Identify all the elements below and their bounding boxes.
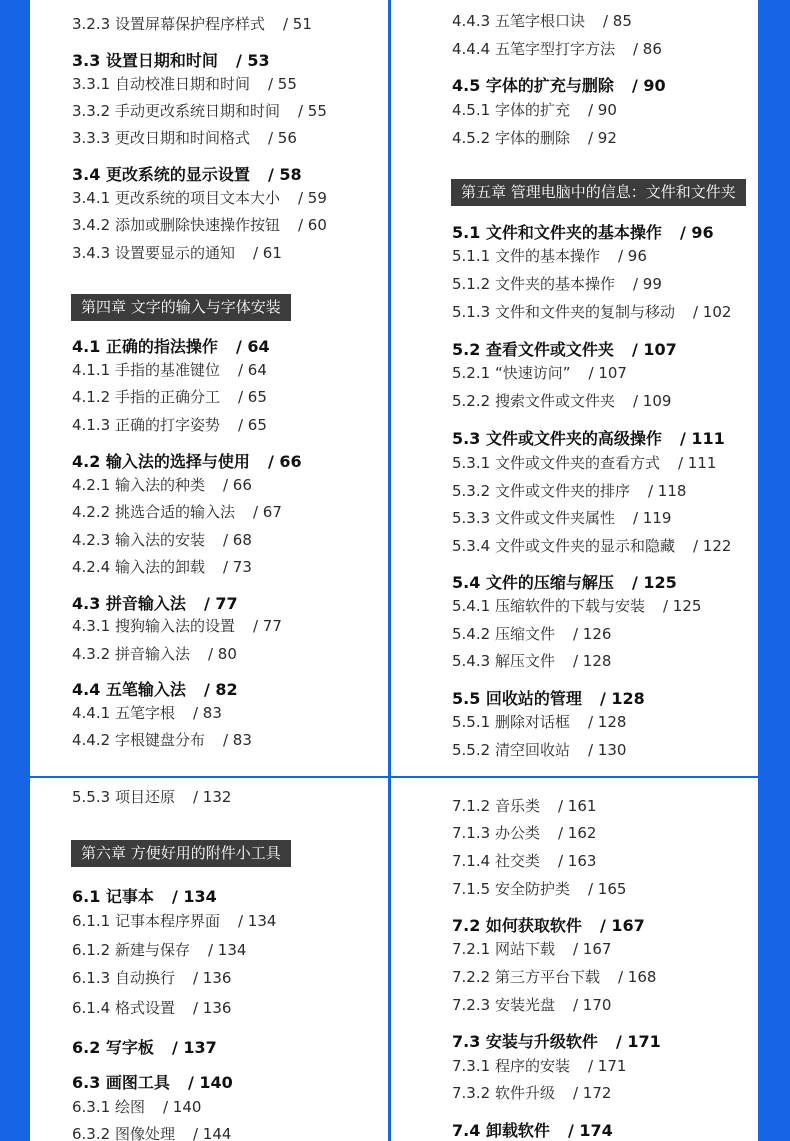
entry-number: 6.1.2 xyxy=(72,941,111,959)
entry-number: 5.3.3 xyxy=(452,509,491,527)
entry-number: 4.4.1 xyxy=(72,704,111,722)
entry-number: 3.4.3 xyxy=(72,244,111,262)
toc-subsection-entry xyxy=(452,998,611,1013)
entry-title: 格式设置 xyxy=(114,999,175,1017)
entry-title: 正确的打字姿势 xyxy=(114,416,220,434)
entry-title: 搜狗输入法的设置 xyxy=(114,617,235,635)
entry-title: 绘图 xyxy=(114,1098,145,1116)
entry-number: 4.2 xyxy=(72,452,101,471)
toc-subsection-entry xyxy=(72,1001,231,1016)
entry-title: 程序的安装 xyxy=(494,1057,570,1075)
toc-subsection-entry xyxy=(452,970,656,985)
toc-subsection-entry xyxy=(72,77,297,92)
toc-subsection-entry xyxy=(72,971,231,986)
toc-section-entry xyxy=(452,1034,661,1050)
entry-page-number: / 111 xyxy=(677,454,717,472)
entry-number: 4.2.1 xyxy=(72,476,111,494)
entry-page-number: / 134 xyxy=(207,941,247,959)
entry-page-number: / 161 xyxy=(557,797,597,815)
entry-page-number: / 119 xyxy=(632,509,672,527)
entry-title: 新建与保存 xyxy=(114,941,190,959)
toc-subsection-entry xyxy=(72,390,267,405)
toc-subsection-entry xyxy=(452,394,671,409)
entry-page-number: / 134 xyxy=(237,912,277,930)
entry-page-number: / 134 xyxy=(171,887,217,906)
entry-number: 5.4.1 xyxy=(452,597,491,615)
entry-number: 6.1.4 xyxy=(72,999,111,1017)
toc-section-entry xyxy=(452,918,645,934)
entry-page-number: / 83 xyxy=(192,704,222,722)
entry-page-number: / 118 xyxy=(647,482,687,500)
toc-subsection-entry xyxy=(72,619,282,634)
entry-title: 设置屏幕保护程序样式 xyxy=(114,15,265,33)
entry-page-number: / 67 xyxy=(252,503,282,521)
entry-page-number: / 107 xyxy=(631,340,677,359)
entry-page-number: / 165 xyxy=(587,880,627,898)
toc-subsection-entry xyxy=(72,246,282,261)
entry-number: 4.5.1 xyxy=(452,101,491,119)
entry-page-number: / 61 xyxy=(252,244,282,262)
entry-number: 5.1 xyxy=(452,223,481,242)
entry-number: 4.1 xyxy=(72,337,101,356)
toc-section-entry xyxy=(452,342,677,358)
entry-page-number: / 137 xyxy=(171,1038,217,1057)
toc-subsection-entry xyxy=(72,104,327,119)
entry-number: 5.2.2 xyxy=(452,392,491,410)
entry-page-number: / 167 xyxy=(599,916,645,935)
entry-page-number: / 66 xyxy=(267,452,302,471)
entry-title: “快速访问” xyxy=(494,364,571,382)
toc-section-entry xyxy=(72,889,217,905)
entry-page-number: / 55 xyxy=(297,102,327,120)
entry-title: 查看文件或文件夹 xyxy=(485,340,614,359)
entry-number: 4.3 xyxy=(72,594,101,613)
entry-number: 4.4.4 xyxy=(452,40,491,58)
entry-number: 3.3.1 xyxy=(72,75,111,93)
entry-number: 5.3.4 xyxy=(452,537,491,555)
toc-subsection-entry xyxy=(452,743,626,758)
entry-page-number: / 66 xyxy=(222,476,252,494)
toc-subsection-entry xyxy=(452,539,731,554)
entry-title: 软件升级 xyxy=(494,1084,555,1102)
toc-subsection-entry xyxy=(72,1127,231,1141)
entry-page-number: / 65 xyxy=(237,388,267,406)
entry-title: 画图工具 xyxy=(105,1073,170,1092)
entry-number: 3.4.2 xyxy=(72,216,111,234)
entry-title: 文件和文件夹的复制与移动 xyxy=(494,303,675,321)
entry-title: 压缩软件的下载与安装 xyxy=(494,597,645,615)
toc-section-entry xyxy=(72,1040,217,1056)
toc-subsection-entry xyxy=(452,14,632,29)
entry-title: 文件和文件夹的基本操作 xyxy=(485,223,662,242)
entry-number: 3.3.3 xyxy=(72,129,111,147)
entry-title: 音乐类 xyxy=(494,797,540,815)
entry-title: 手指的正确分工 xyxy=(114,388,220,406)
entry-number: 4.4.2 xyxy=(72,731,111,749)
entry-number: 7.2 xyxy=(452,916,481,935)
entry-title: 记事本 xyxy=(105,887,154,906)
toc-subsection-entry xyxy=(452,366,627,381)
entry-title: 五笔输入法 xyxy=(105,680,186,699)
entry-number: 6.2 xyxy=(72,1038,101,1057)
entry-number: 5.4 xyxy=(452,573,481,592)
toc-subsection-entry xyxy=(452,511,671,526)
entry-title: 字体的删除 xyxy=(494,129,570,147)
entry-page-number: / 68 xyxy=(222,531,252,549)
entry-page-number: / 102 xyxy=(692,303,732,321)
entry-number: 7.3.1 xyxy=(452,1057,491,1075)
entry-page-number: / 125 xyxy=(662,597,702,615)
entry-number: 5.4.2 xyxy=(452,625,491,643)
entry-page-number: / 77 xyxy=(203,594,238,613)
toc-subsection-entry xyxy=(452,1059,626,1074)
entry-page-number: / 65 xyxy=(237,416,267,434)
toc-subsection-entry xyxy=(452,715,626,730)
toc-section-entry xyxy=(72,1075,233,1091)
entry-page-number: / 109 xyxy=(632,392,672,410)
entry-page-number: / 128 xyxy=(572,652,612,670)
toc-section-entry xyxy=(72,167,302,183)
toc-section-entry xyxy=(72,339,270,355)
toc-section-entry xyxy=(452,691,645,707)
entry-number: 5.3 xyxy=(452,429,481,448)
entry-title: 设置日期和时间 xyxy=(105,51,218,70)
entry-page-number: / 92 xyxy=(587,129,617,147)
toc-subsection-entry xyxy=(72,914,276,929)
entry-number: 4.5 xyxy=(452,76,481,95)
entry-number: 4.3.2 xyxy=(72,645,111,663)
entry-page-number: / 96 xyxy=(617,247,647,265)
toc-subsection-entry xyxy=(452,599,701,614)
entry-number: 4.1.1 xyxy=(72,361,111,379)
entry-title: 安装与升级软件 xyxy=(485,1032,598,1051)
entry-page-number: / 171 xyxy=(615,1032,661,1051)
entry-page-number: / 111 xyxy=(679,429,725,448)
entry-number: 5.5.2 xyxy=(452,741,491,759)
entry-title: 挑选合适的输入法 xyxy=(114,503,235,521)
entry-number: 5.5.1 xyxy=(452,713,491,731)
entry-page-number: / 128 xyxy=(587,713,627,731)
toc-section-entry xyxy=(72,454,302,470)
entry-number: 7.2.3 xyxy=(452,996,491,1014)
entry-page-number: / 136 xyxy=(192,969,232,987)
toc-section-entry xyxy=(452,225,714,241)
entry-page-number: / 132 xyxy=(192,788,232,806)
entry-page-number: / 171 xyxy=(587,1057,627,1075)
entry-title: 正确的指法操作 xyxy=(105,337,218,356)
entry-page-number: / 167 xyxy=(572,940,612,958)
entry-page-number: / 86 xyxy=(632,40,662,58)
entry-number: 3.3.2 xyxy=(72,102,111,120)
entry-page-number: / 128 xyxy=(599,689,645,708)
entry-title: 五笔字根口诀 xyxy=(494,12,585,30)
toc-section-entry xyxy=(72,682,238,698)
entry-page-number: / 136 xyxy=(192,999,232,1017)
entry-number: 6.1.1 xyxy=(72,912,111,930)
entry-title: 自动校准日期和时间 xyxy=(114,75,250,93)
entry-number: 7.2.2 xyxy=(452,968,491,986)
chapter-heading: 第四章 文字的输入与字体安装 xyxy=(71,294,291,321)
entry-page-number: / 53 xyxy=(235,51,270,70)
entry-title: 文件或文件夹属性 xyxy=(494,509,615,527)
entry-number: 5.1.2 xyxy=(452,275,491,293)
entry-title: 手动更改系统日期和时间 xyxy=(114,102,280,120)
toc-subsection-entry xyxy=(452,1086,611,1101)
entry-title: 输入法的安装 xyxy=(114,531,205,549)
entry-title: 更改日期和时间格式 xyxy=(114,129,250,147)
toc-subsection-entry xyxy=(72,1100,201,1115)
entry-page-number: / 59 xyxy=(297,189,327,207)
toc-subsection-entry xyxy=(452,484,686,499)
entry-title: 回收站的管理 xyxy=(485,689,582,708)
entry-page-number: / 85 xyxy=(602,12,632,30)
entry-title: 项目还原 xyxy=(114,788,175,806)
entry-number: 7.1.3 xyxy=(452,824,491,842)
entry-title: 设置要显示的通知 xyxy=(114,244,235,262)
entry-title: 五笔字根 xyxy=(114,704,175,722)
entry-number: 4.1.2 xyxy=(72,388,111,406)
entry-title: 更改系统的显示设置 xyxy=(105,165,250,184)
toc-section-entry xyxy=(452,431,725,447)
entry-title: 搜索文件或文件夹 xyxy=(494,392,615,410)
toc-subsection-entry xyxy=(452,277,662,292)
entry-number: 5.4.3 xyxy=(452,652,491,670)
entry-number: 7.3 xyxy=(452,1032,481,1051)
entry-number: 3.4 xyxy=(72,165,101,184)
entry-title: 输入法的卸载 xyxy=(114,558,205,576)
entry-title: 文件或文件夹的查看方式 xyxy=(494,454,660,472)
entry-title: 办公类 xyxy=(494,824,540,842)
entry-page-number: / 107 xyxy=(588,364,627,382)
toc-subsection-entry xyxy=(452,131,617,146)
entry-number: 6.3.2 xyxy=(72,1125,111,1141)
entry-title: 输入法的选择与使用 xyxy=(105,452,250,471)
entry-page-number: / 73 xyxy=(222,558,252,576)
toc-subsection-entry xyxy=(452,249,647,264)
entry-number: 5.3.2 xyxy=(452,482,491,500)
entry-number: 5.1.3 xyxy=(452,303,491,321)
entry-page-number: / 140 xyxy=(162,1098,202,1116)
toc-subsection-entry xyxy=(452,826,596,841)
toc-subsection-entry xyxy=(72,17,312,32)
toc-subsection-entry xyxy=(452,103,617,118)
entry-title: 社交类 xyxy=(494,852,540,870)
entry-number: 3.3 xyxy=(72,51,101,70)
entry-number: 7.3.2 xyxy=(452,1084,491,1102)
entry-page-number: / 64 xyxy=(237,361,267,379)
toc-subsection-entry xyxy=(452,854,596,869)
entry-title: 文件或文件夹的高级操作 xyxy=(485,429,662,448)
entry-title: 字体的扩充与删除 xyxy=(485,76,614,95)
entry-page-number: / 168 xyxy=(617,968,657,986)
entry-page-number: / 144 xyxy=(192,1125,232,1141)
entry-number: 5.1.1 xyxy=(452,247,491,265)
entry-title: 网站下载 xyxy=(494,940,555,958)
toc-subsection-entry xyxy=(72,733,252,748)
toc-subsection-entry xyxy=(72,647,237,662)
toc-subsection-entry xyxy=(72,131,297,146)
entry-number: 6.3.1 xyxy=(72,1098,111,1116)
entry-number: 5.5.3 xyxy=(72,788,111,806)
toc-panel-top-left xyxy=(30,0,388,776)
entry-title: 输入法的种类 xyxy=(114,476,205,494)
entry-page-number: / 174 xyxy=(567,1121,613,1140)
entry-page-number: / 140 xyxy=(187,1073,233,1092)
entry-number: 6.1 xyxy=(72,887,101,906)
toc-section-entry xyxy=(72,596,238,612)
toc-panel-top-right xyxy=(391,0,758,776)
toc-subsection-entry xyxy=(452,305,731,320)
entry-number: 4.5.2 xyxy=(452,129,491,147)
entry-page-number: / 126 xyxy=(572,625,612,643)
toc-subsection-entry xyxy=(72,505,282,520)
toc-section-entry xyxy=(72,53,270,69)
toc-subsection-entry xyxy=(72,790,231,805)
entry-title: 压缩文件 xyxy=(494,625,555,643)
toc-panel-bottom-left xyxy=(30,778,388,1141)
toc-subsection-entry xyxy=(452,799,596,814)
entry-number: 5.3.1 xyxy=(452,454,491,472)
entry-number: 4.1.3 xyxy=(72,416,111,434)
toc-section-entry xyxy=(452,1123,613,1139)
entry-number: 4.2.2 xyxy=(72,503,111,521)
entry-number: 7.1.2 xyxy=(452,797,491,815)
entry-page-number: / 130 xyxy=(587,741,627,759)
entry-page-number: / 170 xyxy=(572,996,612,1014)
toc-subsection-entry xyxy=(72,191,327,206)
entry-number: 7.1.5 xyxy=(452,880,491,898)
toc-subsection-entry xyxy=(72,533,252,548)
entry-title: 文件的压缩与解压 xyxy=(485,573,614,592)
entry-number: 5.2.1 xyxy=(452,364,491,382)
entry-page-number: / 172 xyxy=(572,1084,612,1102)
entry-title: 文件或文件夹的显示和隐藏 xyxy=(494,537,675,555)
entry-title: 文件的基本操作 xyxy=(494,247,600,265)
entry-page-number: / 58 xyxy=(267,165,302,184)
entry-title: 字体的扩充 xyxy=(494,101,570,119)
entry-page-number: / 90 xyxy=(631,76,666,95)
toc-subsection-entry xyxy=(72,706,222,721)
chapter-heading: 第五章 管理电脑中的信息：文件和文件夹 xyxy=(451,179,746,206)
entry-number: 4.2.4 xyxy=(72,558,111,576)
entry-title: 删除对话框 xyxy=(494,713,570,731)
entry-title: 记事本程序界面 xyxy=(114,912,220,930)
entry-page-number: / 96 xyxy=(679,223,714,242)
entry-number: 5.2 xyxy=(452,340,481,359)
entry-title: 文件或文件夹的排序 xyxy=(494,482,630,500)
entry-title: 更改系统的项目文本大小 xyxy=(114,189,280,207)
entry-page-number: / 83 xyxy=(222,731,252,749)
toc-subsection-entry xyxy=(72,218,327,233)
entry-title: 添加或删除快速操作按钮 xyxy=(114,216,280,234)
entry-title: 解压文件 xyxy=(494,652,555,670)
toc-subsection-entry xyxy=(72,943,246,958)
entry-title: 安全防护类 xyxy=(494,880,570,898)
entry-page-number: / 122 xyxy=(692,537,732,555)
entry-number: 7.1.4 xyxy=(452,852,491,870)
entry-page-number: / 125 xyxy=(631,573,677,592)
entry-page-number: / 99 xyxy=(632,275,662,293)
entry-number: 4.4.3 xyxy=(452,12,491,30)
entry-page-number: / 60 xyxy=(297,216,327,234)
toc-subsection-entry xyxy=(452,654,611,669)
entry-number: 7.2.1 xyxy=(452,940,491,958)
entry-page-number: / 56 xyxy=(267,129,297,147)
entry-title: 手指的基准键位 xyxy=(114,361,220,379)
toc-subsection-entry xyxy=(72,560,252,575)
entry-number: 7.4 xyxy=(452,1121,481,1140)
entry-page-number: / 82 xyxy=(203,680,238,699)
entry-title: 拼音输入法 xyxy=(105,594,186,613)
entry-page-number: / 51 xyxy=(282,15,312,33)
entry-number: 3.2.3 xyxy=(72,15,111,33)
entry-title: 第三方平台下载 xyxy=(494,968,600,986)
entry-number: 5.5 xyxy=(452,689,481,708)
toc-subsection-entry xyxy=(452,882,626,897)
entry-title: 图像处理 xyxy=(114,1125,175,1141)
entry-number: 6.3 xyxy=(72,1073,101,1092)
entry-page-number: / 64 xyxy=(235,337,270,356)
entry-number: 4.2.3 xyxy=(72,531,111,549)
entry-page-number: / 77 xyxy=(252,617,282,635)
toc-subsection-entry xyxy=(452,42,662,57)
entry-number: 3.4.1 xyxy=(72,189,111,207)
entry-title: 拼音输入法 xyxy=(114,645,190,663)
entry-title: 字根键盘分布 xyxy=(114,731,205,749)
entry-page-number: / 162 xyxy=(557,824,597,842)
entry-title: 安装光盘 xyxy=(494,996,555,1014)
entry-page-number: / 80 xyxy=(207,645,237,663)
toc-subsection-entry xyxy=(72,418,267,433)
chapter-heading: 第六章 方便好用的附件小工具 xyxy=(71,840,291,867)
entry-number: 4.4 xyxy=(72,680,101,699)
toc-subsection-entry xyxy=(72,363,267,378)
entry-title: 五笔字型打字方法 xyxy=(494,40,615,58)
toc-subsection-entry xyxy=(72,478,252,493)
toc-section-entry xyxy=(452,575,677,591)
toc-subsection-entry xyxy=(452,942,611,957)
entry-page-number: / 163 xyxy=(557,852,597,870)
entry-number: 6.1.3 xyxy=(72,969,111,987)
entry-title: 写字板 xyxy=(105,1038,154,1057)
entry-number: 4.3.1 xyxy=(72,617,111,635)
entry-page-number: / 90 xyxy=(587,101,617,119)
toc-panel-bottom-right xyxy=(391,778,758,1141)
entry-title: 自动换行 xyxy=(114,969,175,987)
entry-page-number: / 55 xyxy=(267,75,297,93)
toc-subsection-entry xyxy=(452,627,611,642)
toc-section-entry xyxy=(452,78,666,94)
entry-title: 文件夹的基本操作 xyxy=(494,275,615,293)
entry-title: 卸载软件 xyxy=(485,1121,550,1140)
toc-subsection-entry xyxy=(452,456,716,471)
entry-title: 如何获取软件 xyxy=(485,916,582,935)
entry-title: 清空回收站 xyxy=(494,741,570,759)
